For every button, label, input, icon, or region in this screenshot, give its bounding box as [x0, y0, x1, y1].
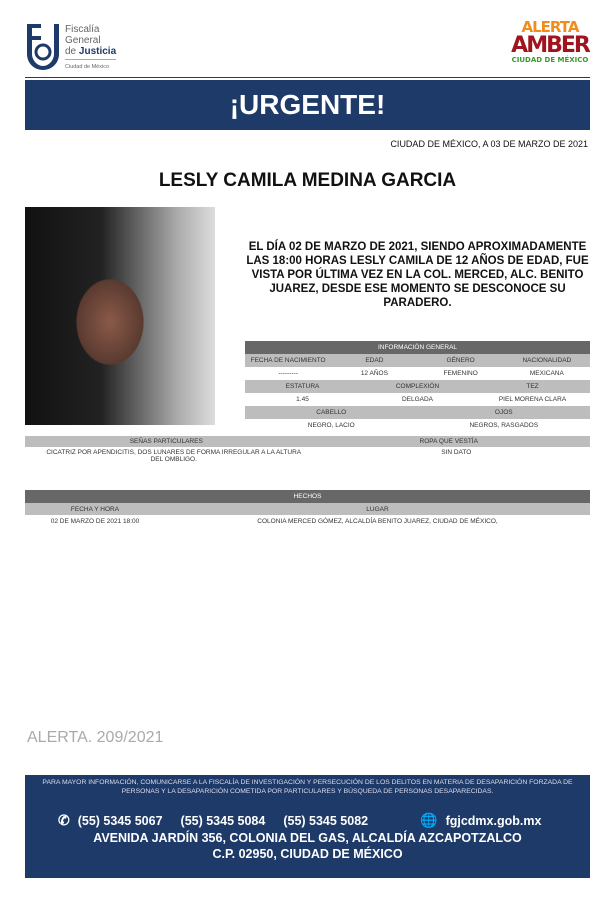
date-line: CIUDAD DE MÉXICO, A 03 DE MARZO DE 2021 — [390, 139, 588, 149]
value-datetime: 02 DE MARZO DE 2021 18:00 — [50, 518, 140, 525]
alerta-amber-logo — [510, 20, 590, 64]
info-table — [245, 341, 590, 432]
value-eyes: NEGROS, RASGADOS — [469, 422, 539, 429]
info-header-row — [245, 380, 590, 393]
info-title: INFORMACIÓN GENERAL — [377, 344, 458, 351]
alert-id: ALERTA. 209/2021 — [27, 729, 164, 746]
globe-icon: 🌐 — [420, 812, 438, 828]
info-value-row — [245, 419, 590, 432]
footer-address: AVENIDA JARDÍN 356, COLONIA DEL GAS, ALCALDÍA AZCAPOTZALCO — [93, 831, 522, 845]
footer-info: PARA MAYOR INFORMACIÓN, COMUNICARSE A LA FISCALÍA DE INVESTIGACIÓN Y PERSECUCIÓN DE LOS DELITOS EN MATERIA DE DESAPARICIÓN FORZADA DE PERSONAS Y LA DESAPARICIÓN COMETIDA POR PARTICULARES Y BÚSQUEDA DE PERSONAS DESAPARECIDAS. — [42, 779, 573, 795]
marks-table — [25, 436, 590, 469]
phone-number: (55) 5345 5082 — [283, 813, 369, 828]
value-marks: CICATRIZ POR APENDICITIS, DOS LUNARES DE FORMA IRREGULAR A LA ALTURA DEL OMBLIGO. — [46, 449, 302, 463]
facts-title-row — [25, 490, 590, 503]
value-gender: FEMENINO — [443, 370, 478, 377]
contact-row — [25, 812, 590, 829]
description: EL DÍA 02 DE MARZO DE 2021, SIENDO APROXIMADAMENTE LAS 18:00 HORAS LESLY CAMILA DE 12 AÑOS DE EDAD, FUE VISTA POR ÚLTIMA VEZ EN LA COL. MERCED, ALC. BENITO JUAREZ, DESDE ESE MOMENTO SE DESCONOCE SU PARADERO. — [246, 241, 589, 309]
label-clothing: ROPA QUE VESTÍA — [419, 438, 478, 445]
label-marks: SEÑAS PARTICULARES — [129, 438, 203, 445]
value-nationality: MEXICANA — [529, 370, 564, 377]
info-value-row — [245, 393, 590, 406]
org-name-line — [65, 46, 116, 57]
label-datetime: FECHA Y HORA — [70, 505, 120, 513]
marks-value-row — [25, 447, 590, 469]
label-age: EDAD — [365, 357, 384, 364]
label-height: ESTATURA — [285, 383, 320, 390]
amber-city: CIUDAD DE MÉXICO — [511, 56, 589, 64]
org-justicia: Justicia — [78, 46, 117, 57]
fgj-emblem-icon — [25, 22, 61, 70]
website-link[interactable]: fgjcdmx.gob.mx — [445, 813, 542, 828]
facts-header-row — [25, 503, 590, 515]
label-birthdate: FECHA DE NACIMIENTO — [250, 357, 326, 364]
header-divider — [25, 77, 590, 78]
amber-alerta: ALERTA — [521, 18, 579, 36]
value-height: 1.45 — [296, 396, 309, 403]
value-birthdate: --------- — [278, 370, 298, 377]
amber-amber: AMBER — [511, 33, 589, 58]
phone-number: (55) 5345 5084 — [180, 813, 266, 828]
value-hair: NEGRO, LACIO — [307, 422, 355, 429]
label-skin: TEZ — [526, 383, 539, 390]
label-build: COMPLEXIÓN — [395, 383, 440, 390]
phone-icon: ✆ — [58, 812, 70, 828]
facts-value-row — [25, 515, 590, 528]
value-build: DELGADA — [401, 396, 434, 403]
info-header-row — [245, 406, 590, 419]
person-name: LESLY CAMILA MEDINA GARCIA — [158, 170, 457, 191]
label-place: LUGAR — [366, 505, 389, 513]
org-name-line: Fiscalía — [65, 24, 100, 35]
banner-title: ¡URGENTE! — [229, 89, 386, 120]
label-eyes: OJOS — [494, 409, 513, 416]
org-de: de — [65, 46, 79, 57]
footer-postal: C.P. 02950, CIUDAD DE MÉXICO — [212, 847, 403, 861]
org-name-line: General — [65, 35, 101, 46]
label-gender: GÉNERO — [446, 357, 475, 364]
phone-number: (55) 5345 5067 — [77, 813, 163, 828]
fgj-logo — [25, 22, 165, 72]
value-skin: PIEL MORENA CLARA — [498, 396, 567, 403]
value-place: COLONIA MERCED GÓMEZ, ALCALDÍA BENITO JUAREZ, CIUDAD DE MÉXICO, — [257, 518, 498, 525]
info-header-row — [245, 354, 590, 367]
value-age: 12 AÑOS — [360, 370, 388, 377]
value-clothing: SIN DATO — [441, 449, 472, 456]
footer — [25, 775, 590, 878]
label-nationality: NACIONALIDAD — [522, 357, 572, 364]
marks-header-row — [25, 436, 590, 447]
person-photo — [25, 207, 215, 425]
urgent-banner — [25, 80, 590, 130]
facts-title: HECHOS — [293, 493, 322, 500]
facts-table — [25, 490, 590, 528]
label-hair: CABELLO — [316, 409, 347, 416]
info-title-row — [245, 341, 590, 354]
org-city: Ciudad de México — [65, 59, 116, 73]
info-value-row — [245, 367, 590, 380]
